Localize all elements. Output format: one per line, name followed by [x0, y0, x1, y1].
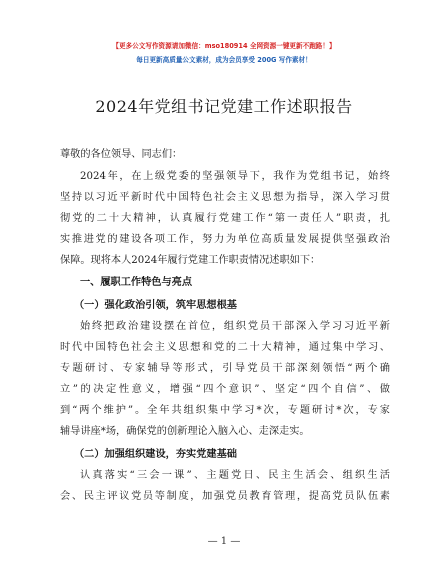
intro-line: 彻党的二十大精神，认真履行党建工作“第一责任人”职责，扎 — [60, 213, 390, 224]
body-line: 时代中国特色社会主义思想和党的二十大精神，通过集中学习、 — [60, 342, 390, 353]
promo-banner-line-2: 每日更新高质量公文素材，成为会员享受 200G 写作素材！ — [136, 56, 312, 64]
intro-line: 实推进党的建设各项工作，努力为单位高质量发展提供坚强政治 — [60, 234, 390, 245]
document-title: 2024年党组书记党建工作述职报告 — [95, 97, 353, 116]
body-line: 认真落实“三会一课”、主题党日、民主生活会、组织生活 — [80, 470, 390, 481]
subsection-heading: （一）强化政治引领，筑牢思想根基 — [74, 299, 237, 311]
body-line: 会、民主评议党员等制度，加强党员教育管理，提高党员队伍素 — [60, 491, 390, 502]
section-heading: 一、履职工作特色与亮点 — [80, 277, 193, 288]
body-line: 专题研讨、专家辅导等形式，引导党员干部深刻领悟“两个确 — [60, 363, 390, 374]
body-line: 立”的决定性意义，增强“四个意识”、坚定“四个自信”、做 — [60, 384, 390, 395]
promo-banner-line-1: 【更多公文写作资源请加微信：mso180914 全网资源一键更新不跑路！】 — [112, 42, 336, 50]
intro-line: 2024年，在上级党委的坚强领导下，我作为党组书记，始终 — [80, 171, 390, 182]
body-line: 始终把政治建设摆在首位，组织党员干部深入学习习近平新 — [80, 321, 390, 332]
body-line: 到“两个维护”。全年共组织集中学习*次，专题研讨*次，专家 — [60, 405, 390, 416]
intro-line: 坚持以习近平新时代中国特色社会主义思想为指导，深入学习贯 — [60, 192, 390, 203]
intro-line: 保障。现将本人2024年履行党建工作职责情况述职如下： — [60, 255, 321, 266]
body-line: 辅导讲座*场，确保党的创新理论入脑入心、走深走实。 — [60, 426, 310, 437]
page-number: — 1 — — [207, 536, 241, 547]
salutation: 尊敬的各位领导、同志们： — [60, 149, 183, 160]
subsection-heading: （二）加强组织建设，夯实党建基础 — [74, 448, 237, 460]
